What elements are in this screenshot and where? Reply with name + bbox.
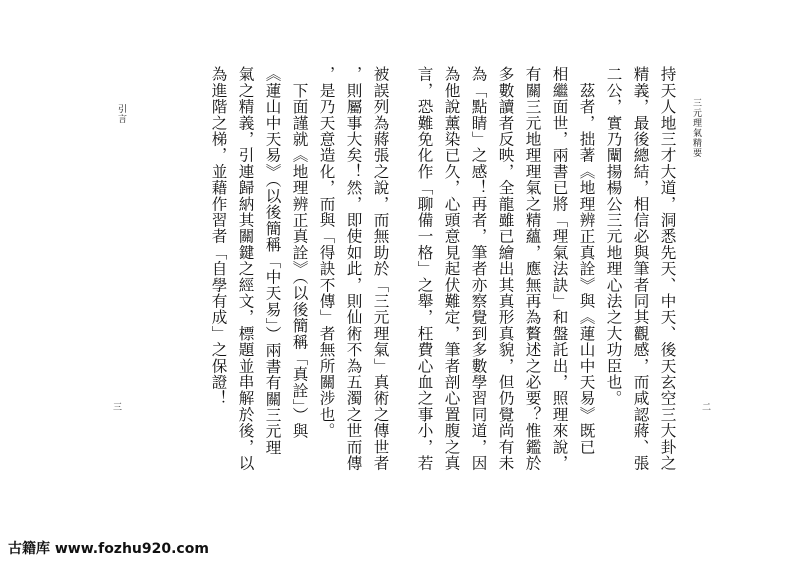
site-watermark: 古籍库 www.fozhu920.com [8, 541, 209, 557]
text-column: 《蓮山中天易》（以後簡稱「中天易」）兩書有關三元理 [263, 66, 282, 456]
text-column: 被誤列為蔣張之說，而無助於「三元理氣」真術之傳世者 [371, 66, 390, 471]
text-column: 茲者，拙著《地理辨正真詮》與《蓮山中天易》既已 [577, 66, 596, 455]
text-column: 為進階之梯，並藉作習者「自學有成」之保證！ [209, 66, 228, 407]
left-page-header: 引言 [116, 104, 126, 124]
text-column: 持天人地三才大道，洞悉先天、中天、後天玄空三大卦之 [658, 66, 677, 471]
text-column: 下面謹就《地理辨正真詮》（以後簡稱「真詮」）與 [290, 66, 309, 440]
page-number-right: 二 [700, 402, 710, 411]
text-column: 為「點睛」之感！再者，筆者亦察覺到多數學習同道，因 [469, 66, 488, 471]
text-column: 有關三元地理理氣之精蘊，應無再為贅述之必要？惟鑑於 [523, 66, 542, 471]
text-column: 為他說薰染已久，心頭意見起伏難定，筆者剖心置腹之真 [442, 66, 461, 471]
text-column: 氣之精義，引連歸納其關鍵之經文，標題並串解於後，以 [236, 66, 255, 471]
text-column: 言，恐難免化作「聊備一格」之舉，枉費心血之事小，若 [415, 66, 434, 471]
text-column: 精義，最後總結，相信必與筆者同其觀感，而咸認蔣、張 [631, 66, 650, 471]
text-column: 相繼面世，兩書已將「理氣法訣」和盤託出，照理來說， [550, 66, 569, 471]
text-column: 二公，實乃闡揚楊公三元地理心法之大功臣也。 [604, 66, 623, 407]
text-column: ，是乃天意造化，而與「得訣不傳」者無所關涉也。 [317, 66, 336, 439]
text-column: 多數讀者反映，全龍雖已繪出其真形真貌，但仍覺尚有未 [496, 66, 515, 471]
page-number-left: 三 [111, 402, 121, 411]
running-header: 三元理氣精要 [691, 98, 701, 158]
text-column: ，則屬事大矣！然，即使如此，則仙術不為五濁之世而傳 [344, 66, 363, 471]
